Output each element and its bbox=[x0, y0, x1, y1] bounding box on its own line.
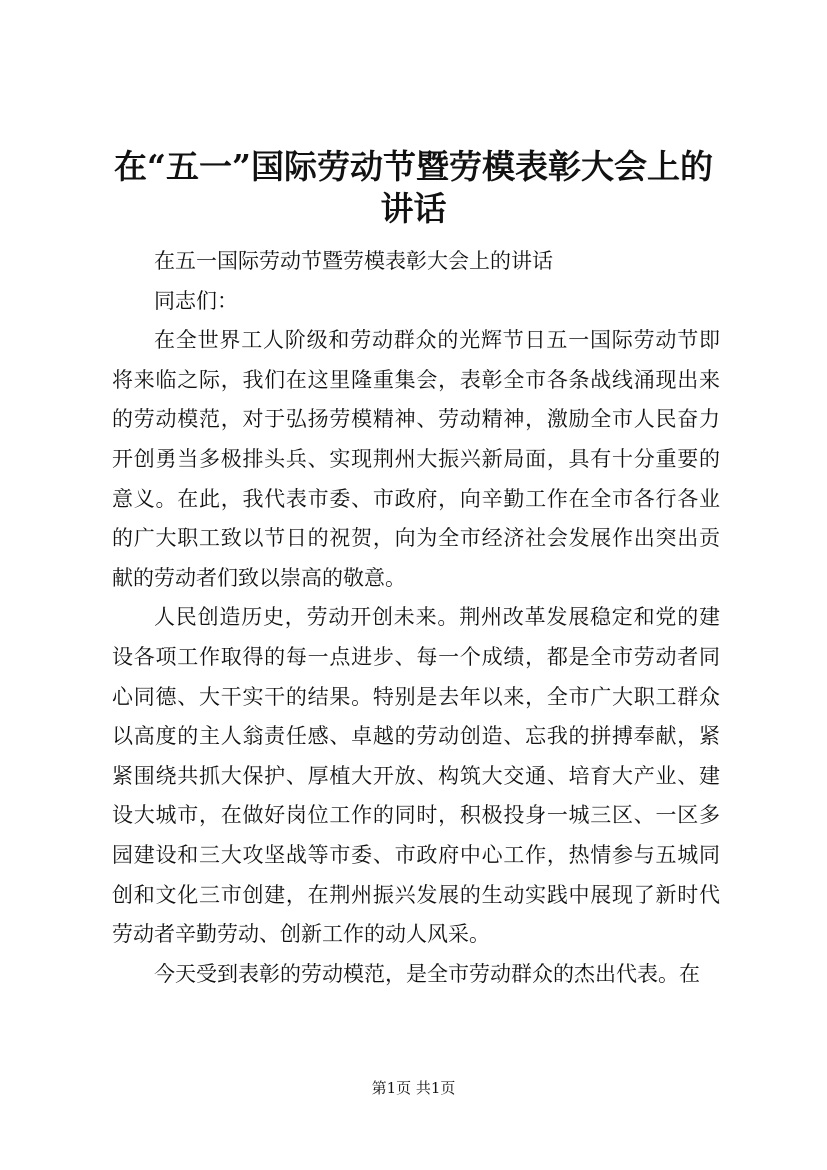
page-number-footer: 第1页 共1页 bbox=[371, 1079, 456, 1097]
document-body bbox=[112, 242, 720, 994]
body-paragraph-3: 今天受到表彰的劳动模范，是全市劳动群众的杰出代表。在 bbox=[154, 961, 700, 986]
subtitle-paragraph: 在五一国际劳动节暨劳模表彰大会上的讲话 bbox=[154, 249, 553, 273]
body-paragraph-2: 人民创造历史，劳动开创未来。荆州改革发展稳定和党的建设各项工作取得的每一点进步、每一个成绩，都是全市劳动者同心同德、大干实干的结果。特别是去年以来，全市广大职工群众以高度的主人翁责任感、卓越的劳动创造、忘我的拼搏奉献，紧紧围绕共抓大保护、厚植大开放、构筑大交通、培育大产业、建设大城市，在做好岗位工作的同时，积极投身一城三区、一区多园建设和三大攻坚战等市委、市政府中心工作，热情参与五城同创和文化三市创建，在荆州振兴发展的生动实践中展现了新时代劳动者辛勤劳动、创新工作的动人风采。 bbox=[112, 605, 720, 947]
salutation-paragraph: 同志们： bbox=[154, 288, 238, 313]
document-title: 在“五一”国际劳动节暨劳模表彰大会上的讲话 bbox=[114, 147, 713, 228]
body-paragraph-1: 在全世界工人阶级和劳动群众的光辉节日五一国际劳动节即将来临之际，我们在这里隆重集会，表彰全市各条战线涌现出来的劳动模范，对于弘扬劳模精神、劳动精神，激励全市人民奋力开创勇当多极排头兵、实现荆州大振兴新局面，具有十分重要的意义。在此，我代表市委、市政府，向辛勤工作在全市各行各业的广大职工致以节日的祝贺，向为全市经济社会发展作出突出贡献的劳动者们致以崇高的敬意。 bbox=[112, 328, 720, 590]
